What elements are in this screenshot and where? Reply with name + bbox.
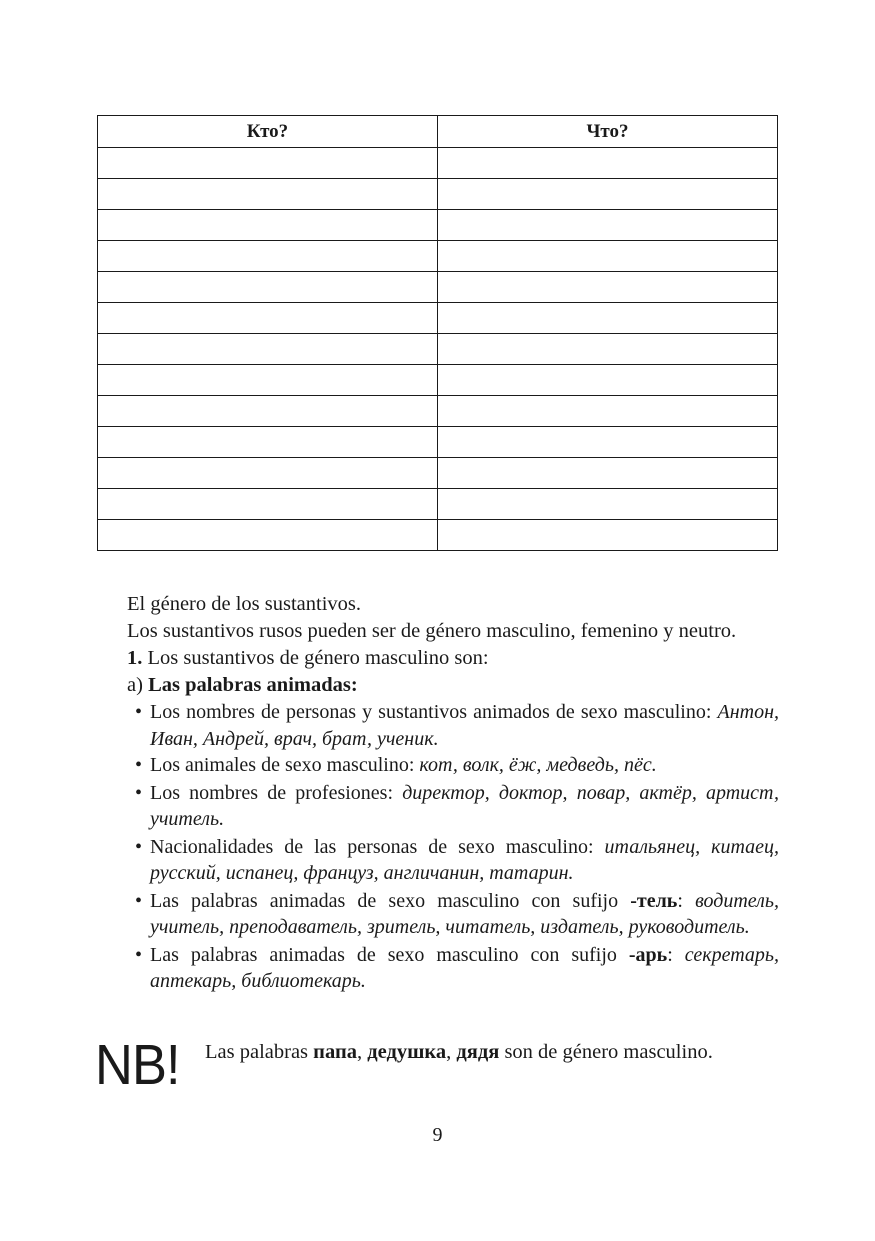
nb-mark: NB! [95,1033,180,1097]
rule-text: Las palabras animadas de sexo masculino con sufijo [150,943,629,966]
intro-sentence: Los sustantivos rusos pueden ser de género masculino, femenino y neutro. [127,620,737,642]
list-item: • Las palabras animadas de sexo masculino con sufijo -арь: секретарь, аптекарь, библиотекарь. [135,943,779,992]
rule-examples: итальянец, китаец, русский, испанец, француз, англичанин, татарин. [150,835,780,884]
subpoint-title: Las palabras animadas: [148,674,358,696]
list-item: • Los nombres de personas y sustantivos animados de sexo masculino: Антон, Иван, Андрей, врач, брат, ученик. [135,701,779,750]
list-item: • Nacionalidades de las personas de sexo masculino: итальянец, китаец, русский, испанец, француз, англичанин, татарин. [135,835,780,884]
table-row [98,272,778,303]
answer-cell-chto[interactable] [438,210,778,241]
table-body [98,148,778,551]
section-heading: El género de los sustantivos. [127,593,362,615]
answer-cell-chto[interactable] [438,303,778,334]
point-text: Los sustantivos de género masculino son: [142,647,489,669]
answer-cell-chto[interactable] [438,520,778,551]
table-row [98,210,778,241]
rule-examples: секретарь, аптекарь, библиотекарь. [150,943,779,992]
answer-cell-kto[interactable] [98,365,438,396]
answer-cell-kto[interactable] [98,427,438,458]
rule-text: Las palabras animadas de sexo masculino con sufijo [150,889,631,912]
rule-text: Los nombres de profesiones: [150,781,403,804]
answer-cell-chto[interactable] [438,365,778,396]
rule-suffix: -тель [630,889,678,912]
nb-word-dedushka: дедушка [367,1041,447,1063]
table-row [98,148,778,179]
rule-suffix: -арь [628,943,668,966]
header-kto: Кто? [98,116,438,148]
answer-cell-kto[interactable] [98,148,438,179]
point-1 [127,645,779,672]
list-item: • Las palabras animadas de sexo masculino con sufijo -тель: водитель, учитель, преподаватель, зритель, читатель, издатель, руководитель. [135,889,779,938]
rule-list [127,699,779,995]
grammar-text [127,591,779,995]
list-item: • Los nombres de profesiones: директор, доктор, повар, актёр, артист, учитель. [135,781,779,830]
nb-sep: , [446,1041,457,1063]
answer-cell-chto[interactable] [438,396,778,427]
answer-cell-chto[interactable] [438,489,778,520]
nb-sep: , [357,1041,368,1063]
answer-cell-kto[interactable] [98,334,438,365]
answer-cell-chto[interactable] [438,458,778,489]
nb-word-dyadya: дядя [456,1041,500,1063]
answer-cell-kto[interactable] [98,520,438,551]
exercise-table [97,115,778,551]
table-row [98,179,778,210]
header-chto: Что? [438,116,778,148]
answer-cell-kto[interactable] [98,241,438,272]
rule-text: Los animales de sexo masculino: [150,754,420,776]
subpoint-letter: a) [127,674,149,696]
nb-text [205,1039,779,1066]
page-number: 9 [432,1124,443,1146]
answer-cell-chto[interactable] [438,179,778,210]
table-row [98,334,778,365]
rule-examples: Антон, Иван, Андрей, врач, брат, ученик. [150,701,779,750]
table-row [98,427,778,458]
answer-cell-kto[interactable] [98,489,438,520]
rule-colon: : [667,943,685,966]
rule-text: Nacionalidades de las personas de sexo masculino: [150,835,605,858]
answer-cell-chto[interactable] [438,241,778,272]
nb-word-papa: папа [313,1041,358,1063]
nb-pre: Las palabras [205,1041,314,1063]
table-row [98,396,778,427]
rule-examples: кот, волк, ёж, медведь, пёс. [419,754,657,776]
answer-cell-kto[interactable] [98,272,438,303]
answer-cell-chto[interactable] [438,272,778,303]
table-header-row [98,116,778,148]
answer-cell-kto[interactable] [98,179,438,210]
answer-cell-chto[interactable] [438,148,778,179]
answer-cell-chto[interactable] [438,427,778,458]
table-row [98,489,778,520]
subpoint-a [127,672,779,699]
answer-cell-kto[interactable] [98,210,438,241]
answer-cell-kto[interactable] [98,303,438,334]
rule-colon: : [677,889,696,912]
answer-cell-kto[interactable] [98,396,438,427]
table-row [98,458,778,489]
answer-cell-chto[interactable] [438,334,778,365]
list-item: • Los animales de sexo masculino: кот, волк, ёж, медведь, пёс. [135,754,657,776]
rule-text: Los nombres de personas y sustantivos animados de sexo masculino: [150,701,718,723]
table-row [98,520,778,551]
table-row [98,303,778,334]
table-row [98,241,778,272]
rule-examples: директор, доктор, повар, актёр, артист, учитель. [150,781,779,830]
answer-cell-kto[interactable] [98,458,438,489]
rule-examples: водитель, учитель, преподаватель, зритель, читатель, издатель, руководитель. [150,889,779,938]
point-number: 1. [127,647,143,669]
table-row [98,365,778,396]
nb-post: son de género masculino. [499,1041,713,1063]
